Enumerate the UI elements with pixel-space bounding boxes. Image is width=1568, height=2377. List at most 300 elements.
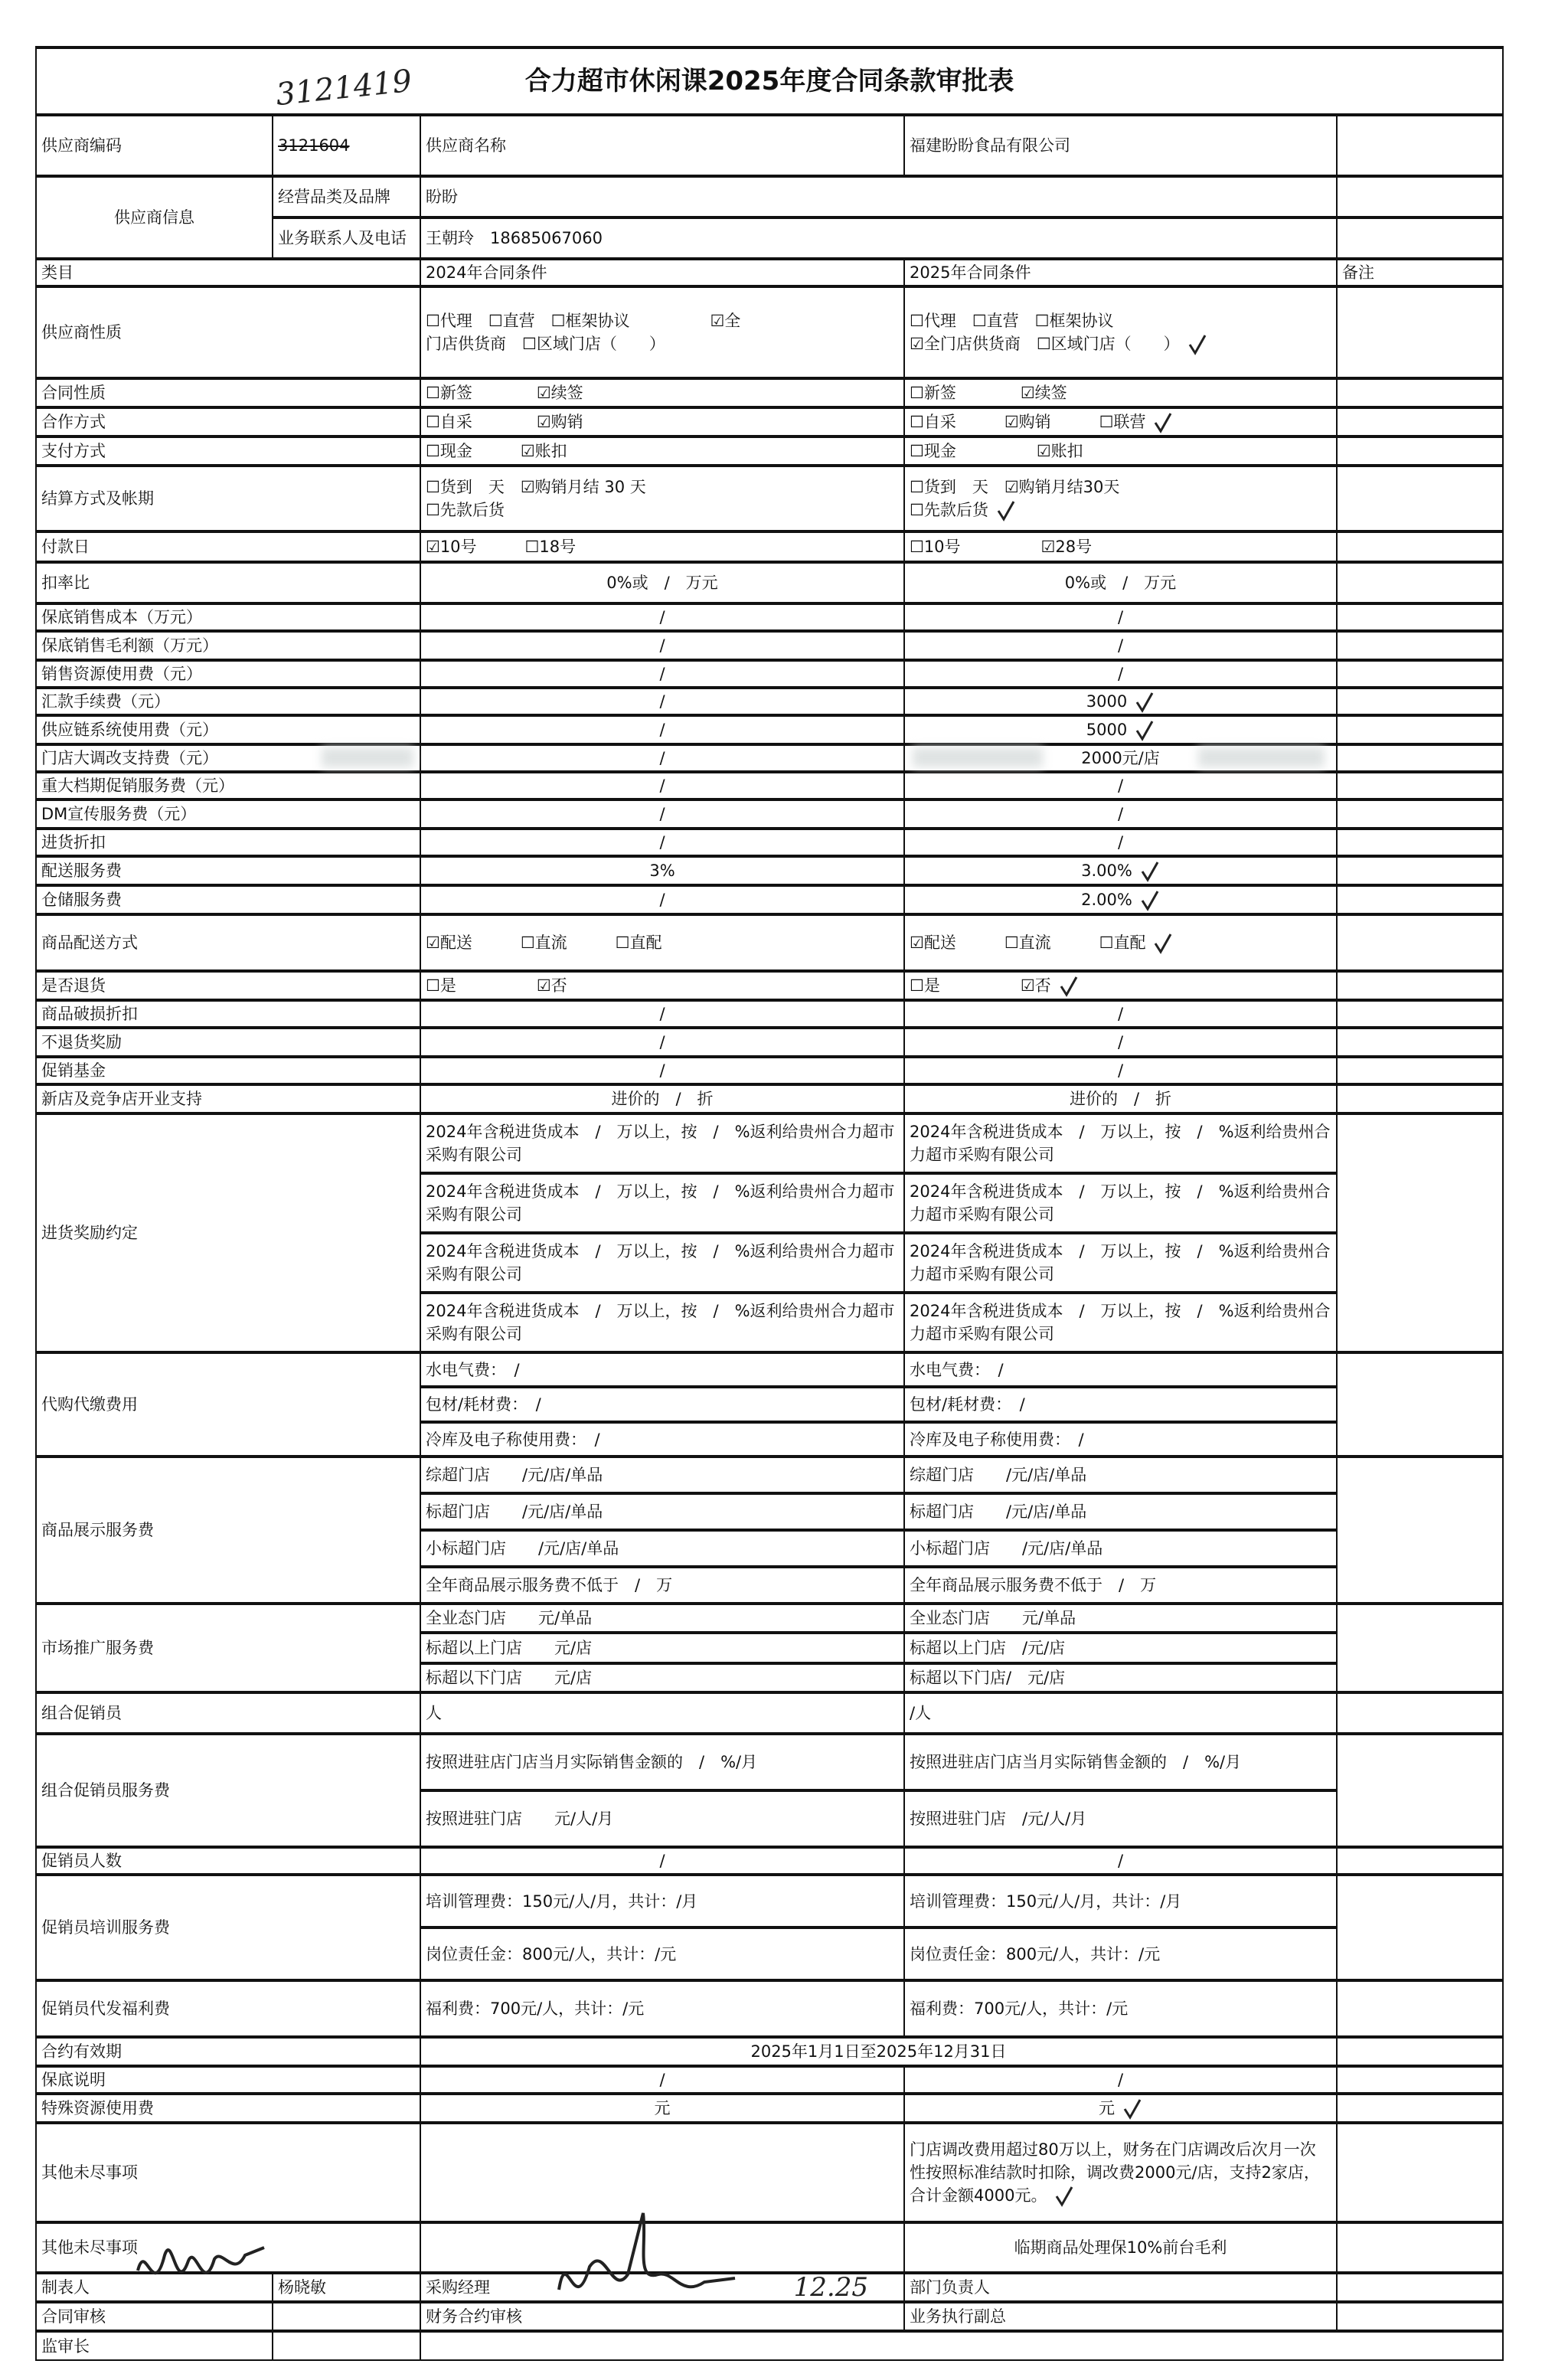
purchasing-manager-signature (551, 2198, 781, 2313)
terms-2024-cell (420, 1875, 904, 1927)
contact-label: 业务联系人及电话 (273, 217, 420, 259)
row-label-text: 重大档期促销服务费（元） (41, 777, 234, 795)
terms-2024-cell-text: / (659, 2071, 665, 2089)
terms-2025-cell-text: 水电气费： / (910, 1360, 1004, 1379)
supplier-code (273, 115, 420, 176)
terms-2024-cell-text: / (659, 833, 665, 852)
row-label-text: 汇款手续费（元） (41, 692, 170, 711)
terms-2024-cell (420, 1422, 904, 1457)
terms-merged-cell-text: 2025年1月1日至2025年12月31日 (750, 2042, 1007, 2061)
supplier-name-label: 供应商名称 (420, 115, 904, 176)
terms-2024-cell-text: ☐货到 天 ☑购销月结 30 天 ☐先款后货 (426, 478, 646, 519)
remark-cell (1337, 1084, 1503, 1113)
remark-cell (1337, 631, 1503, 660)
remark-cell (1337, 715, 1503, 744)
remark-cell (1337, 772, 1503, 799)
terms-2024-cell (420, 885, 904, 914)
remark-cell (1337, 407, 1503, 436)
terms-2025-cell-text: 临期商品处理保10%前台毛利 (1014, 2238, 1227, 2257)
terms-2025-cell (904, 799, 1337, 829)
terms-2024-cell-text: 2024年含税进货成本 / 万以上，按 / %返利给贵州合力超市采购有限公司 (426, 1302, 895, 1343)
terms-2024-cell (420, 1084, 904, 1113)
remark-cell (1337, 1457, 1503, 1604)
terms-2024-cell (420, 1293, 904, 1352)
handwritten-supplier-code: 3121419 (274, 63, 414, 113)
preparer-signature (130, 2225, 283, 2309)
terms-2024-cell (420, 631, 904, 660)
terms-2024-cell-text: 进价的 / 折 (611, 1090, 714, 1108)
remark-cell (1337, 856, 1503, 885)
terms-2025-cell (904, 1663, 1337, 1692)
row-label (36, 2123, 420, 2222)
supplier-name: 福建盼盼食品有限公司 (904, 115, 1337, 176)
terms-2025-cell-text: / (1117, 1852, 1124, 1870)
purchasing-manager-label-text: 采购经理 (426, 2278, 490, 2297)
exec-vp-label (904, 2302, 1337, 2331)
terms-2025-cell (904, 1233, 1337, 1293)
terms-2024-cell-text: / (659, 1033, 665, 1051)
terms-2024-cell (420, 1567, 904, 1604)
remark-cell (1337, 2273, 1503, 2302)
terms-2025-cell-text: / (1117, 777, 1124, 795)
terms-2024-cell (420, 531, 904, 562)
terms-2025-cell (904, 1000, 1337, 1028)
terms-2025-cell-text: 2024年含税进货成本 / 万以上，按 / %返利给贵州合力超市采购有限公司 (910, 1123, 1331, 1164)
terms-2025-cell-text: 2024年含税进货成本 / 万以上，按 / %返利给贵州合力超市采购有限公司 (910, 1242, 1331, 1283)
table-row (36, 688, 1503, 715)
check-mark-icon (1187, 334, 1207, 355)
terms-2024-cell (420, 1604, 904, 1633)
remark-cell (1337, 885, 1503, 914)
terms-2024-cell (420, 1233, 904, 1293)
row-label (36, 1057, 420, 1084)
supplier-code-label: 供应商编码 (36, 115, 273, 176)
terms-2024-cell-text: ☑10号 ☐18号 (426, 538, 577, 556)
table-row (36, 1734, 1503, 1790)
terms-2024-cell-text: 培训管理费：150元/人/月，共计：/月 (426, 1891, 698, 1911)
terms-2024-cell (420, 856, 904, 885)
row-label-text: 促销员人数 (41, 1852, 122, 1870)
preparer-name-text: 杨晓敏 (278, 2278, 326, 2297)
terms-2025-cell-text: ☐是 ☑否 (910, 976, 1051, 995)
table-row (36, 772, 1503, 799)
row-label-text: 组合促销员 (41, 1704, 122, 1722)
row-label-text: 合同性质 (41, 384, 106, 402)
terms-2025-cell-text: 全年商品展示服务费不低于 / 万 (910, 1576, 1157, 1594)
remark-cell (1337, 1875, 1503, 1980)
remark-cell (1337, 2222, 1503, 2273)
terms-merged-cell (420, 2037, 1337, 2066)
terms-2025-cell (904, 1422, 1337, 1457)
terms-2025-cell-text: 标超以上门店 /元/店 (910, 1639, 1066, 1657)
terms-2024-cell (420, 1173, 904, 1233)
row-label-text: 促销员代发福利费 (41, 1999, 170, 2018)
row-label-text: 是否退货 (41, 976, 106, 995)
terms-2024-cell (420, 971, 904, 1000)
terms-2024-cell (420, 1927, 904, 1980)
terms-2025-cell (904, 1113, 1337, 1173)
supplier-info-label: 供应商信息 (36, 176, 273, 259)
row-label (36, 531, 420, 562)
remark-cell (1337, 217, 1503, 259)
dept-head-label-text: 部门负责人 (910, 2278, 990, 2297)
terms-2025-cell (904, 259, 1337, 286)
terms-2024-cell-text: 全年商品展示服务费不低于 / 万 (426, 1576, 673, 1594)
table-row (36, 1847, 1503, 1875)
terms-2024-cell (420, 466, 904, 531)
terms-2025-cell-text: 按照进驻店门店当月实际销售金额的 / %/月 (910, 1753, 1242, 1771)
row-label-text: 仓储服务费 (41, 891, 122, 909)
terms-2024-cell-text: ☐代理 ☐直营 ☐框架协议 ☑全 门店供货商 ☐区域门店（ ） (426, 312, 741, 353)
terms-2025-cell (904, 1173, 1337, 1233)
row-label (36, 971, 420, 1000)
terms-2024-cell (420, 1692, 904, 1734)
terms-2024-cell-text: / (659, 749, 665, 767)
approval-form-table (35, 46, 1504, 2361)
terms-2024-cell-text: 福利费：700元/人，共计：/元 (426, 1999, 645, 2018)
terms-2025-cell-text: / (1117, 608, 1124, 626)
remark-cell-text: 备注 (1342, 263, 1374, 282)
row-label-text: 进货奖励约定 (41, 1224, 138, 1242)
terms-2025-cell (904, 1734, 1337, 1790)
remark-cell (1337, 2037, 1503, 2066)
remark-cell (1337, 1734, 1503, 1847)
row-label-text: 不退货奖励 (41, 1033, 122, 1051)
terms-2024-cell-text: 冷库及电子称使用费： / (426, 1430, 600, 1449)
terms-2024-cell-text: / (659, 891, 665, 909)
terms-2024-cell (420, 715, 904, 744)
remark-cell (1337, 744, 1503, 772)
terms-2024-cell (420, 378, 904, 407)
terms-2025-cell (904, 1927, 1337, 1980)
remark-cell (1337, 1057, 1503, 1084)
terms-2024-cell (420, 829, 904, 856)
table-row (36, 2094, 1503, 2123)
terms-2024-cell-text: 按照进驻店门店当月实际销售金额的 / %/月 (426, 1753, 758, 1771)
terms-2024-cell (420, 1352, 904, 1387)
terms-2024-cell (420, 799, 904, 829)
terms-2024-cell-text: / (659, 777, 665, 795)
terms-2024-cell (420, 744, 904, 772)
row-label (36, 1352, 420, 1457)
terms-2025-cell (904, 531, 1337, 562)
table-row (36, 1113, 1503, 1173)
terms-2024-cell-text: / (659, 692, 665, 711)
terms-2024-cell-text: ☐是 ☑否 (426, 976, 567, 995)
row-label-text: 付款日 (41, 538, 90, 556)
terms-2024-cell-text: ☐新签 ☑续签 (426, 384, 583, 402)
terms-2025-cell (904, 1980, 1337, 2037)
terms-2025-cell-text: ☐代理 ☐直营 ☐框架协议 ☑全门店供货商 ☐区域门店（ ） (910, 312, 1180, 353)
terms-2025-cell-text: 2.00% (1081, 891, 1132, 909)
terms-2025-cell (904, 2094, 1337, 2123)
remark-cell (1337, 799, 1503, 829)
terms-2024-cell-text: 小标超门店 /元/店/单品 (426, 1539, 619, 1558)
terms-2024-cell-text: / (659, 665, 665, 683)
terms-2024-cell-text: 2024年含税进货成本 / 万以上，按 / %返利给贵州合力超市采购有限公司 (426, 1123, 895, 1164)
terms-2024-cell (420, 1663, 904, 1692)
terms-2024-cell (420, 2066, 904, 2094)
table-row (36, 971, 1503, 1000)
check-mark-icon (1059, 976, 1079, 997)
terms-2024-cell (420, 1028, 904, 1057)
table-row (36, 1057, 1503, 1084)
terms-2025-cell-text: 2000元/店 (1081, 749, 1160, 767)
row-label-text: 供应链系统使用费（元） (41, 721, 218, 739)
terms-2025-cell-text: ☐自采 ☑购销 ☐联营 (910, 413, 1146, 431)
terms-2025-cell-text: 3000 (1086, 692, 1128, 711)
remark-cell (1337, 971, 1503, 1000)
row-label-text: 组合促销员服务费 (41, 1781, 170, 1800)
terms-2025-cell (904, 466, 1337, 531)
table-row (36, 2037, 1503, 2066)
row-label-text: 类目 (41, 263, 74, 282)
table-row (36, 407, 1503, 436)
row-label-text: 供应商性质 (41, 323, 122, 342)
remark-cell (1337, 1980, 1503, 2037)
terms-2024-cell (420, 286, 904, 378)
row-label-text: 结算方式及帐期 (41, 489, 154, 508)
contract-review-signature (273, 2302, 420, 2331)
row-label-text: 市场推广服务费 (41, 1639, 154, 1657)
terms-2024-cell (420, 603, 904, 631)
remark-cell (1337, 115, 1503, 176)
terms-2024-cell (420, 1113, 904, 1173)
finance-review-label-text: 财务合约审核 (426, 2307, 522, 2326)
table-row (36, 799, 1503, 829)
terms-2025-cell-text: 福利费：700元/人，共计：/元 (910, 1999, 1129, 2018)
terms-2024-cell-text: / (659, 805, 665, 823)
terms-2024-cell-text: 人 (426, 1704, 442, 1722)
terms-2025-cell-text: 元 (1099, 2099, 1115, 2117)
terms-2025-cell-text: ☐新签 ☑续签 (910, 384, 1067, 402)
row-label-text: 其他未尽事项 (41, 2238, 138, 2257)
row-label (36, 407, 420, 436)
terms-2025-cell (904, 631, 1337, 660)
terms-2025-cell (904, 1847, 1337, 1875)
terms-2025-cell-text: 小标超门店 /元/店/单品 (910, 1539, 1103, 1558)
row-label (36, 1000, 420, 1028)
row-label-text: 代购代缴费用 (41, 1395, 138, 1414)
terms-2025-cell-text: 门店调改费用超过80万以上，财务在门店调改后次月一次性按照标准结款时扣除，调改费2000元/店，支持2家店，合计金额4000元。 (910, 2140, 1320, 2205)
terms-2025-cell (904, 715, 1337, 744)
row-label (36, 603, 420, 631)
terms-2025-cell-text: / (1117, 1061, 1124, 1080)
audit-chief-label (36, 2331, 273, 2360)
terms-2025-cell (904, 829, 1337, 856)
terms-2025-cell (904, 1530, 1337, 1567)
check-mark-icon (1153, 412, 1173, 433)
table-row (36, 603, 1503, 631)
row-label (36, 885, 420, 914)
page-title: 合力超市休闲课2025年度合同条款审批表 (36, 47, 1503, 115)
row-label (36, 436, 420, 466)
terms-2025-cell-text: 标超门店 /元/店/单品 (910, 1502, 1087, 1521)
terms-2024-cell-text: 2024年含税进货成本 / 万以上，按 / %返利给贵州合力超市采购有限公司 (426, 1182, 895, 1224)
redaction-blur (322, 747, 413, 767)
preparer-label-text: 制表人 (41, 2278, 90, 2297)
remark-cell (1337, 1352, 1503, 1457)
table-row (36, 660, 1503, 688)
terms-2025-cell-text: / (1117, 2071, 1124, 2089)
terms-2024-cell (420, 772, 904, 799)
handwritten-date: 12.25 (793, 2273, 868, 2302)
row-label (36, 1980, 420, 2037)
table-row (36, 466, 1503, 531)
terms-2024-cell (420, 1387, 904, 1422)
terms-2025-cell (904, 914, 1337, 971)
terms-2025-cell (904, 1567, 1337, 1604)
terms-2024-cell-text: 标超以上门店 元/店 (426, 1639, 593, 1657)
terms-2025-cell-text: / (1117, 636, 1124, 655)
row-label (36, 2037, 420, 2066)
table-row (36, 1084, 1503, 1113)
terms-2025-cell (904, 1875, 1337, 1927)
terms-2025-cell (904, 1387, 1337, 1422)
remark-cell (1337, 466, 1503, 531)
terms-2025-cell-text: ☐10号 ☑28号 (910, 538, 1093, 556)
contact-value: 王朝玲 18685067060 (420, 217, 1337, 259)
terms-2025-cell (904, 1692, 1337, 1734)
terms-2024-cell (420, 1633, 904, 1663)
row-label (36, 562, 420, 603)
terms-2025-cell (904, 1084, 1337, 1113)
terms-2024-cell (420, 407, 904, 436)
row-label (36, 1734, 420, 1847)
terms-2024-cell-text: ☐自采 ☑购销 (426, 413, 583, 431)
terms-2025-cell (904, 1028, 1337, 1057)
terms-2025-cell (904, 436, 1337, 466)
row-label (36, 1084, 420, 1113)
terms-2024-cell-text: ☐现金 ☑账扣 (426, 442, 567, 460)
check-mark-icon (996, 500, 1016, 522)
terms-2025-cell (904, 2123, 1337, 2222)
terms-2024-cell-text: 标超以下门店 元/店 (426, 1669, 593, 1687)
remark-cell (1337, 1000, 1503, 1028)
remark-cell (1337, 531, 1503, 562)
terms-2024-cell (420, 1457, 904, 1493)
terms-2024-cell-text: / (659, 1852, 665, 1870)
terms-2024-cell (420, 914, 904, 971)
terms-2024-cell (420, 688, 904, 715)
terms-2024-cell (420, 1493, 904, 1530)
row-label (36, 259, 420, 286)
row-label (36, 1028, 420, 1057)
supplier-code-printed: 3121604 (278, 136, 350, 155)
remark-cell (1337, 2302, 1503, 2331)
redaction-blur (1198, 747, 1325, 767)
row-label-text: 销售资源使用费（元） (41, 665, 202, 683)
table-row (36, 378, 1503, 407)
brand-value: 盼盼 (420, 176, 1337, 217)
remark-cell (1337, 1113, 1503, 1352)
terms-2024-cell-text: 0%或 / 万元 (606, 574, 718, 592)
row-label-text: 商品展示服务费 (41, 1521, 154, 1539)
terms-2024-cell-text: 水电气费： / (426, 1360, 520, 1379)
terms-2025-cell-text: 3.00% (1081, 862, 1132, 880)
remark-cell (1337, 286, 1503, 378)
terms-2025-cell (904, 286, 1337, 378)
row-label (36, 799, 420, 829)
terms-2025-cell (904, 1352, 1337, 1387)
table-row (36, 531, 1503, 562)
terms-2025-cell-text: / (1117, 805, 1124, 823)
check-mark-icon (1054, 2186, 1074, 2207)
terms-2025-cell (904, 378, 1337, 407)
terms-2025-cell-text: ☐现金 ☑账扣 (910, 442, 1083, 460)
row-label-text: 支付方式 (41, 442, 106, 460)
terms-2025-cell (904, 1057, 1337, 1084)
row-label-text: 扣率比 (41, 574, 90, 592)
terms-2024-cell-text: 综超门店 /元/店/单品 (426, 1466, 603, 1484)
table-row (36, 1875, 1503, 1927)
check-mark-icon (1140, 890, 1160, 911)
row-label-text: 配送服务费 (41, 862, 122, 880)
terms-2025-cell-text: / (1117, 833, 1124, 852)
terms-2024-cell-text: 元 (654, 2099, 671, 2117)
terms-2024-cell (420, 1847, 904, 1875)
terms-2024-cell-text: 岗位责任金：800元/人，共计：/元 (426, 1944, 677, 1963)
terms-2024-cell (420, 1057, 904, 1084)
remark-cell (1337, 562, 1503, 603)
terms-2025-cell (904, 1457, 1337, 1493)
remark-cell (1337, 688, 1503, 715)
terms-2024-cell-text: 标超门店 /元/店/单品 (426, 1502, 603, 1521)
row-label (36, 1847, 420, 1875)
terms-2025-cell (904, 1604, 1337, 1633)
row-label-text: 保底说明 (41, 2071, 106, 2089)
terms-2025-cell-text: ☑配送 ☐直流 ☐直配 (910, 933, 1146, 952)
row-label-text: 商品破损折扣 (41, 1005, 138, 1023)
terms-2024-cell (420, 1980, 904, 2037)
terms-2025-cell (904, 2222, 1337, 2273)
row-label (36, 1113, 420, 1352)
check-mark-icon (1135, 692, 1155, 713)
row-label (36, 2066, 420, 2094)
terms-2025-cell (904, 688, 1337, 715)
terms-2024-cell (420, 436, 904, 466)
table-row (36, 1028, 1503, 1057)
preparer-name (273, 2273, 420, 2302)
terms-2024-cell (420, 259, 904, 286)
terms-2024-cell-text: 包材/耗材费： / (426, 1395, 541, 1414)
row-label (36, 286, 420, 378)
terms-2024-cell-text: 全业态门店 元/单品 (426, 1609, 593, 1627)
row-label-text: 合约有效期 (41, 2042, 122, 2061)
terms-2024-cell-text: 3% (649, 862, 675, 880)
table-row (36, 856, 1503, 885)
terms-2024-cell (420, 1790, 904, 1847)
audit-chief-signature (273, 2331, 420, 2360)
row-label-text: 商品配送方式 (41, 933, 138, 952)
remark-cell (1337, 378, 1503, 407)
row-label (36, 631, 420, 660)
row-label (36, 378, 420, 407)
table-row (36, 829, 1503, 856)
terms-2025-cell-text: 2024年含税进货成本 / 万以上，按 / %返利给贵州合力超市采购有限公司 (910, 1182, 1331, 1224)
table-row (36, 259, 1503, 286)
terms-2025-cell-text: / (1117, 1033, 1124, 1051)
terms-2024-cell-text: / (659, 1061, 665, 1080)
terms-2025-cell (904, 660, 1337, 688)
terms-2025-cell-text: / (1117, 1005, 1124, 1023)
terms-2024-cell (420, 562, 904, 603)
terms-2025-cell (904, 603, 1337, 631)
remark-cell (1337, 829, 1503, 856)
remark-cell (1337, 660, 1503, 688)
contract-review-label-text: 合同审核 (41, 2307, 106, 2326)
row-label (36, 1875, 420, 1980)
